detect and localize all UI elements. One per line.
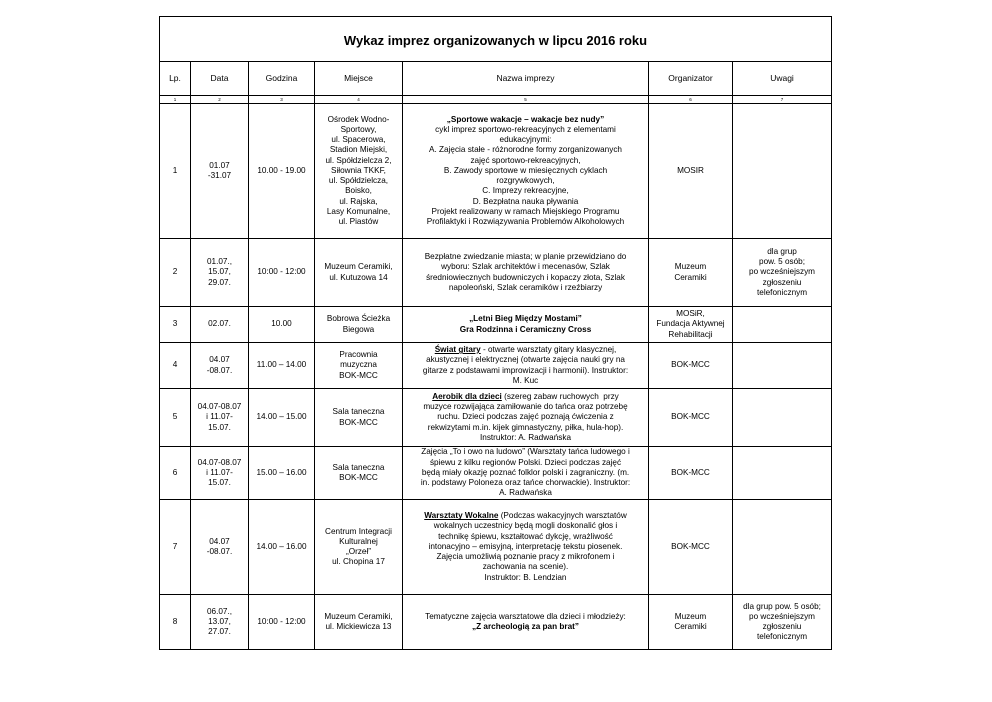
text-line: dla grup pow. 5 osób; <box>743 601 821 611</box>
text-line: rozgrywkowych, <box>496 176 555 186</box>
cell-organizator <box>649 343 733 389</box>
cell-miejsce <box>315 595 403 650</box>
column-number: 2 <box>191 96 249 104</box>
text-line: 02.07. <box>208 319 231 329</box>
text-line: ul. Spółdzielcza 2, <box>325 155 392 165</box>
text-line: telefonicznym <box>756 287 808 297</box>
text-line: Tematyczne zajęcia warsztatowe dla dzieci i młodzieży: <box>425 611 626 621</box>
text-line: muzyczna <box>340 360 377 370</box>
text-line: Pracownia <box>339 350 378 360</box>
event-description: (Podczas wakacyjnych warsztatów <box>498 511 627 521</box>
cell-uwagi <box>733 307 832 343</box>
cell-lp: 6 <box>160 447 191 500</box>
cell-godzina: 14.00 – 16.00 <box>249 500 315 595</box>
text-line: Muzeum Ceramiki, <box>324 262 393 272</box>
cell-nazwa-imprezy <box>403 104 649 239</box>
text-line: BOK-MCC <box>671 467 710 477</box>
cell-organizator <box>649 307 733 343</box>
cell-miejsce <box>315 307 403 343</box>
cell-miejsce <box>315 104 403 239</box>
text-line: Siłownia TKKF, <box>331 165 386 175</box>
text-line: A. Radwańska <box>499 488 552 498</box>
cell-uwagi <box>733 447 832 500</box>
cell-miejsce <box>315 447 403 500</box>
text-line: zgłoszeniu <box>762 277 802 287</box>
text-line: Rehabilitacji <box>668 329 713 339</box>
text-line: Instruktor: B. Lendzian <box>484 572 567 582</box>
cell-organizator <box>649 104 733 239</box>
cell-godzina: 14.00 – 15.00 <box>249 389 315 447</box>
cell-nazwa-imprezy <box>403 447 649 500</box>
text-line: 27.07. <box>208 627 231 637</box>
text-line: cykl imprez sportowo-rekreacyjnych z elementami <box>435 125 616 135</box>
text-line: rekwizytami m.in. kijek gimnastyczny, piłka, hula-hop). <box>427 422 624 432</box>
cell-lp: 8 <box>160 595 191 650</box>
cell-data <box>191 447 249 500</box>
text-line: -08.07. <box>206 547 233 556</box>
cell-data <box>191 595 249 650</box>
cell-godzina: 10:00 - 12:00 <box>249 239 315 307</box>
column-number: 4 <box>315 96 403 104</box>
text-line: BOK-MCC <box>339 370 378 380</box>
text-line: 04.07-08.07 <box>197 457 242 467</box>
cell-uwagi <box>733 595 832 650</box>
table-row <box>160 500 832 595</box>
text-line: ul. Mickiewicza 13 <box>325 622 392 631</box>
text-line: Profilaktyki i Rozwiązywania Problemów Alkoholowych <box>426 216 625 226</box>
table-row <box>160 239 832 307</box>
text-line: BOK-MCC <box>339 417 378 427</box>
cell-nazwa-imprezy <box>403 239 649 307</box>
text-line: Muzeum Ceramiki, <box>324 611 393 621</box>
cell-nazwa-imprezy <box>403 343 649 389</box>
column-number: 3 <box>249 96 315 104</box>
text-line: ul. Chopina 17 <box>332 557 385 567</box>
text-line: 06.07., <box>206 606 233 616</box>
cell-godzina: 11.00 – 14.00 <box>249 343 315 389</box>
text-line: Projekt realizowany w ramach Miejskiego Programu <box>431 206 620 216</box>
text-line: wokalnych uczestnicy będą mogli doskonalić głos i <box>433 521 618 531</box>
text-line: Zajęcia „To i owo na ludowo” (Warsztaty tańca ludowego i <box>421 447 630 457</box>
text-line: D. Bezpłatna nauka pływania <box>472 196 579 206</box>
text-line: muzyce rozwijająca zamiłowanie do tańca oraz potrzebę <box>423 402 628 412</box>
cell-godzina: 10:00 - 12:00 <box>249 595 315 650</box>
cell-data <box>191 389 249 447</box>
text-line: napoleoński, Szlak ceramików i rzeźbiarzy <box>448 282 603 292</box>
text-line: „Orzeł” <box>345 547 371 556</box>
event-title: Warsztaty Wokalne <box>424 511 499 521</box>
event-title: „Sportowe wakacje – wakacje bez nudy” <box>446 114 605 124</box>
text-line: A. Zajęcia stałe - różnorodne formy zorganizowanych <box>429 145 622 155</box>
text-line: „Letni Bieg Między Mostami” <box>469 314 582 324</box>
text-line: MOSiR, <box>676 309 705 319</box>
text-line: 04.07 <box>209 355 230 365</box>
text-line: Sala taneczna <box>332 407 385 417</box>
text-line: zajęć sportowo-rekreacyjnych, <box>470 155 581 165</box>
cell-organizator <box>649 239 733 307</box>
text-line: 01.07 <box>209 160 230 170</box>
table-row <box>160 447 832 500</box>
header-nazwa: Nazwa imprezy <box>403 62 649 96</box>
event-title: Aerobik dla dzieci <box>432 391 502 401</box>
text-line: ul. Rajska, <box>339 196 378 206</box>
cell-miejsce <box>315 239 403 307</box>
text-line: 15.07. <box>208 478 231 488</box>
text-line: Lasy Komunalne, <box>326 206 391 216</box>
text-line: -08.07. <box>206 365 233 375</box>
text-line: 15.07. <box>208 422 231 432</box>
text-line: M. Kuc <box>512 375 539 385</box>
text-line: pow. 5 osób; <box>759 257 806 267</box>
cell-nazwa-imprezy <box>403 389 649 447</box>
header-organizator: Organizator <box>649 62 733 96</box>
text-line: Centrum Integracji <box>325 526 392 536</box>
cell-miejsce <box>315 389 403 447</box>
text-line: -31.07 <box>207 171 232 180</box>
column-number: 1 <box>160 96 191 104</box>
text-line: C. Imprezy rekreacyjne, <box>482 186 569 196</box>
text-line: i 11.07- <box>206 467 233 477</box>
text-line: Stadion Miejski, <box>329 145 388 155</box>
text-line: MOSIR <box>677 165 704 175</box>
cell-organizator <box>649 500 733 595</box>
text-line: wyboru: Szlak architektów i mecenasów, Szlak <box>441 262 610 272</box>
text-line: telefonicznym <box>756 632 808 642</box>
cell-data <box>191 239 249 307</box>
text-line: 13.07, <box>208 616 231 626</box>
text-line: śpiewu z kilku regionów Polski. Dzieci podczas zajęć <box>429 457 622 467</box>
event-title: Świat gitary <box>434 345 481 355</box>
text-line: Ceramiki <box>674 622 707 631</box>
cell-godzina: 10.00 - 19.00 <box>249 104 315 239</box>
text-line: Gra Rodzinna i Ceramiczny Cross <box>459 324 592 334</box>
text-line: gitarze z podstawami improwizacji i harmonii). Instruktor: <box>422 365 629 375</box>
text-line: ul. Piastów <box>338 216 379 226</box>
header-row <box>160 62 832 96</box>
cell-uwagi <box>733 389 832 447</box>
text-line: akustycznej i elektrycznej (otwarte zajęcia nauki gry na <box>426 355 625 365</box>
text-line: zgłoszeniu <box>762 622 802 631</box>
text-line: ruchu. Dzieci podczas zajęć poznają ćwiczenia z <box>437 412 614 422</box>
text-line: Ośrodek Wodno- <box>327 114 390 124</box>
table-row <box>160 595 832 650</box>
cell-data <box>191 104 249 239</box>
event-description: (szereg zabaw ruchowych przy <box>501 391 619 401</box>
cell-lp: 5 <box>160 389 191 447</box>
text-line: 29.07. <box>208 277 231 287</box>
cell-nazwa-imprezy <box>403 595 649 650</box>
event-title: „Z archeologią za pan brat” <box>472 622 579 631</box>
events-table <box>159 16 832 650</box>
table-row <box>160 389 832 447</box>
text-line: Bobrowa Ścieżka <box>326 314 391 324</box>
cell-organizator <box>649 389 733 447</box>
event-description: - otwarte warsztaty gitary klasycznej, <box>480 345 617 355</box>
text-line: intonacyjno – emisyjną, interpretację tekstu piosenek. <box>428 541 623 551</box>
text-line: edukacyjnymi: <box>499 135 552 145</box>
column-number-row <box>160 96 832 104</box>
text-line: ul. Kutuzowa 14 <box>329 272 388 282</box>
column-number: 7 <box>733 96 832 104</box>
cell-organizator <box>649 447 733 500</box>
cell-lp: 7 <box>160 500 191 595</box>
text-line: BOK-MCC <box>339 473 378 482</box>
cell-godzina: 10.00 <box>249 307 315 343</box>
column-number: 5 <box>403 96 649 104</box>
text-line: BOK-MCC <box>671 412 710 422</box>
header-godzina: Godzina <box>249 62 315 96</box>
text-line: B. Zawody sportowe w miesięcznych cyklach <box>443 165 608 175</box>
text-line: BOK-MCC <box>671 360 710 370</box>
header-uwagi: Uwagi <box>733 62 832 96</box>
text-line: dla grup <box>767 246 797 256</box>
cell-data <box>191 307 249 343</box>
cell-uwagi <box>733 500 832 595</box>
text-line: zachowania na scenie). <box>482 562 569 572</box>
text-line: Ceramiki <box>674 272 707 282</box>
table-row <box>160 343 832 389</box>
cell-godzina: 15.00 – 16.00 <box>249 447 315 500</box>
text-line: ul. Spacerowa, <box>331 135 386 145</box>
cell-lp: 2 <box>160 239 191 307</box>
text-line <box>404 392 647 402</box>
header-lp: Lp. <box>160 62 191 96</box>
text-line: Kulturalnej <box>339 536 378 546</box>
cell-uwagi <box>733 343 832 389</box>
text-line <box>404 345 647 355</box>
text-line: BOK-MCC <box>671 541 710 551</box>
text-line: po wcześniejszym <box>749 267 816 277</box>
text-line: Biegowa <box>342 324 375 334</box>
text-line: 04.07-08.07 <box>197 402 242 412</box>
text-line: średniowiecznych budowniczych i kopaczy złota, Szlak <box>426 272 625 282</box>
cell-nazwa-imprezy <box>403 500 649 595</box>
cell-lp: 4 <box>160 343 191 389</box>
cell-organizator <box>649 595 733 650</box>
cell-uwagi <box>733 239 832 307</box>
text-line: Muzeum <box>674 262 707 272</box>
cell-lp: 1 <box>160 104 191 239</box>
text-line: Sala taneczna <box>332 462 385 472</box>
text-line: 01.07., <box>206 257 233 267</box>
cell-lp: 3 <box>160 307 191 343</box>
text-line: Boisko, <box>345 186 372 196</box>
text-line <box>404 511 647 521</box>
text-line: Sportowy, <box>340 125 377 135</box>
header-data: Data <box>191 62 249 96</box>
text-line: Muzeum <box>674 611 707 621</box>
text-line: 15.07, <box>208 267 231 277</box>
cell-miejsce <box>315 343 403 389</box>
header-miejsce: Miejsce <box>315 62 403 96</box>
cell-uwagi <box>733 104 832 239</box>
document-title: Wykaz imprez organizowanych w lipcu 2016 roku <box>160 17 832 62</box>
text-line: Zajęcia umożliwią poznanie pracy z mikrofonem i <box>436 552 615 562</box>
text-line: Instruktor: A. Radwańska <box>479 432 571 442</box>
cell-data <box>191 343 249 389</box>
text-line: technikę śpiewu, kształtować dykcję, wrażliwość <box>438 531 613 541</box>
cell-miejsce <box>315 500 403 595</box>
text-line: 04.07 <box>209 536 230 546</box>
column-number: 6 <box>649 96 733 104</box>
document-page <box>159 16 831 650</box>
text-line: ul. Spółdzielcza, <box>328 176 389 186</box>
cell-data <box>191 500 249 595</box>
text-line: in. podstawy Poloneza oraz tańce chorwackie). Instruktor: <box>420 478 631 488</box>
text-line: Bezpłatne zwiedzanie miasta; w planie przewidziano do <box>424 252 627 262</box>
text-line: i 11.07- <box>206 412 233 422</box>
text-line: będą miały okazję poznać folklor polski i zagraniczny. (m. <box>421 467 630 477</box>
text-line: Fundacja Aktywnej <box>656 319 725 329</box>
table-row <box>160 104 832 239</box>
text-line: po wcześniejszym <box>749 611 816 621</box>
table-row <box>160 307 832 343</box>
cell-nazwa-imprezy <box>403 307 649 343</box>
